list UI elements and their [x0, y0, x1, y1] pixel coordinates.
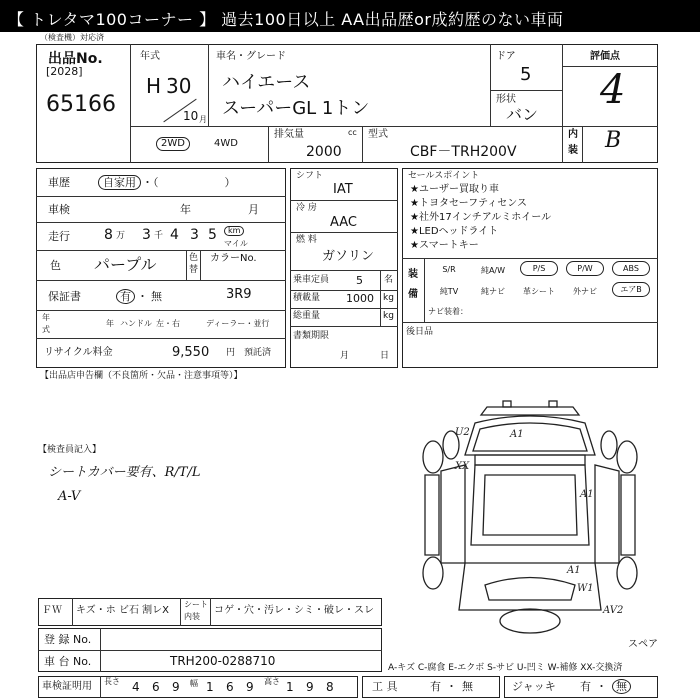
model-name: ハイエース [222, 72, 311, 93]
inspector-note-2: A-V [58, 489, 81, 504]
seller-notes-label: 【出品店申告欄（不良箇所・欠品・注意事項等）】 [40, 371, 243, 381]
warranty-label: 保証書 [48, 290, 81, 303]
equip-sr: S/R [442, 265, 456, 274]
dims-hei-label: 高さ [264, 677, 280, 686]
dims-len-2: 6 [152, 680, 160, 694]
shape-label: 形状 [496, 94, 516, 105]
rating-label: 評価点 [590, 51, 620, 62]
color-label: 色 [50, 259, 61, 272]
displacement-label: 排気量 [274, 129, 304, 140]
weight-unit: kg [383, 311, 394, 321]
spare-label: スペア [628, 639, 658, 650]
mileage-d2: 3 [142, 227, 151, 243]
drive-4wd: 4WD [214, 138, 238, 149]
inspection-year-unit: 年 [180, 203, 191, 216]
interior-label-2: 装 [568, 145, 578, 156]
dims-wid-2: 6 [226, 680, 234, 694]
mileage-u1: 万 [116, 231, 126, 241]
interior-value: B [605, 128, 622, 153]
equip-tv: 純TV [439, 287, 459, 296]
load-value: 1000 [346, 292, 374, 305]
tools-sep: ・ [446, 680, 457, 693]
year-month: 10 [183, 109, 199, 123]
chassis-label: 車 台 No. [44, 655, 92, 668]
capacity-unit: 名 [384, 275, 394, 285]
displacement-value: 2000 [306, 144, 342, 160]
recycle-label: リサイクル料金 [44, 347, 113, 358]
color-change-label-1: 色 [189, 253, 199, 263]
recycle-value: 9,550 [172, 345, 210, 360]
sales-point-2: ★トヨタセーフティセンス [410, 198, 527, 209]
sales-point-4: ★LEDヘッドライト [410, 226, 499, 237]
jack-no: 無 [612, 679, 631, 694]
dims-hei-2: 9 [306, 680, 314, 694]
inspector-label: 【検査員記入】 [38, 445, 102, 455]
sales-points-label: セールスポイント [408, 171, 480, 181]
docs-deadline-month: 月 [340, 351, 350, 361]
misc-dealer: ディーラー・並行 [206, 319, 270, 328]
history-value: 自家用 [98, 175, 141, 190]
fw-label: ＦＷ [42, 605, 62, 616]
ac-value: AAC [330, 215, 357, 230]
load-unit: kg [383, 293, 394, 303]
top-note: （検査機）対応済 [40, 33, 104, 42]
equip-ps: P/S [520, 261, 558, 276]
drive-2wd: 2WD [156, 137, 190, 151]
diagram-mark-av2: AV2 [603, 605, 624, 616]
misc-handle: ハンドル [120, 319, 152, 328]
ac-label: 冷 房 [296, 203, 317, 213]
dims-len-label: 長さ [104, 677, 120, 686]
damage-legend: A-キズ C-腐食 E-エクボ S-サビ U-凹ミ W-補修 XX-交換済 [388, 663, 623, 673]
color-value: パープル [94, 255, 157, 274]
tools-label: 工 具 [372, 680, 398, 693]
mileage-unit-km: km [224, 226, 244, 236]
load-label: 積載量 [293, 293, 321, 303]
mileage-u2: 千 [154, 231, 164, 241]
fuel-value: ガソリン [322, 249, 375, 264]
dims-len-3: 9 [172, 680, 180, 694]
mileage-d3: 4 [170, 227, 179, 243]
registration-label: 登 録 No. [44, 633, 92, 646]
inspection-label: 車検 [48, 203, 70, 216]
docs-deadline-label: 書類期限 [293, 331, 330, 341]
shape-value: バン [506, 105, 539, 124]
fw-seat-items: コゲ・穴・汚レ・シミ・破レ・スレ [214, 605, 374, 616]
jack-label: ジャッキ [512, 680, 556, 693]
mileage-d1: 8 [104, 227, 113, 243]
year-label: 年式 [140, 51, 160, 62]
capacity-value: 5 [356, 274, 363, 287]
type-value: CBF－TRH200V [410, 144, 517, 160]
mileage-unit-mile: マイル [224, 239, 248, 248]
misc-label-1: 年 [42, 313, 50, 322]
warranty-sep: ・ [137, 290, 148, 303]
door-value: 5 [520, 64, 532, 85]
recycle-status: 預託済 [244, 348, 272, 358]
equip-abs: ABS [612, 261, 650, 276]
equip-ext-navi: 外ナビ [573, 287, 597, 296]
mileage-d4: 3 [190, 227, 199, 243]
diagram-mark-a1-side: A1 [580, 489, 594, 500]
dims-wid-label: 幅 [190, 679, 198, 688]
warranty-no: 無 [151, 290, 162, 303]
year-era: H [146, 74, 162, 98]
fw-seat-label-1: シート [184, 600, 208, 609]
dims-hei-3: 8 [326, 680, 334, 694]
color-code: 3R9 [226, 287, 252, 302]
dims-hei-1: 1 [286, 680, 294, 694]
lot-number: 65166 [46, 92, 116, 117]
dims-len-1: 4 [132, 680, 140, 694]
year-month-unit: 月 [199, 115, 207, 124]
misc-year: 年 [106, 319, 114, 328]
color-code-label: カラーNo. [210, 253, 257, 264]
equip-navi: 純ナビ [481, 287, 505, 296]
lot-label: 出品No. [48, 51, 103, 67]
equip-airbag: エアB [612, 282, 650, 297]
inspector-note-1: シートカバー要有、R/T/L [48, 465, 201, 480]
equip-pw: P/W [566, 261, 604, 276]
shift-value: IAT [333, 182, 353, 197]
jack-sep: ・ [596, 680, 607, 693]
mileage-d5: 5 [208, 227, 217, 243]
shift-label: シフト [296, 171, 324, 181]
diagram-mark-a1-bottom: A1 [567, 565, 581, 576]
tools-no: 無 [462, 680, 473, 693]
misc-left-right: 左・右 [156, 319, 180, 328]
equipment-label-2: 備 [408, 289, 418, 300]
chassis-value: TRH200-0288710 [170, 654, 276, 668]
after-date-label: 後日品 [406, 327, 434, 337]
displacement-unit: cc [348, 128, 357, 137]
warranty-yes: 有 [116, 289, 135, 304]
fuel-label: 燃 料 [296, 235, 317, 245]
lot-bracket: [2028] [46, 65, 83, 78]
equip-navi-install: ナビ装着： [428, 307, 468, 316]
recycle-unit: 円 [226, 348, 236, 358]
car-damage-diagram [405, 395, 655, 640]
dims-label: 車検証明用 [42, 681, 92, 692]
diagram-mark-xx: XX [455, 461, 470, 472]
model-label: 車名・グレード [216, 51, 286, 62]
equip-leather: 革シート [523, 287, 555, 296]
capacity-label: 乗車定員 [293, 275, 330, 285]
docs-deadline-day: 日 [380, 351, 390, 361]
equipment-label-1: 装 [408, 269, 418, 280]
jack-yes: 有 [580, 680, 591, 693]
history-label: 車歴 [48, 176, 70, 189]
interior-label-1: 内 [568, 129, 578, 140]
mileage-label: 走行 [48, 230, 70, 243]
sales-point-3: ★社外17インチアルミホイール [410, 212, 552, 223]
dims-wid-3: 9 [246, 680, 254, 694]
header-banner [0, 0, 700, 32]
diagram-mark-u2: U2 [455, 427, 470, 438]
fw-seat-label-2: 内装 [184, 612, 200, 621]
sales-point-1: ★ユーザー買取り車 [410, 184, 499, 195]
tools-yes: 有 [430, 680, 441, 693]
history-tail: ・（ ） [142, 176, 236, 189]
sales-point-5: ★スマートキー [410, 240, 479, 251]
misc-label-2: 式 [42, 325, 50, 334]
door-label: ドア [496, 51, 516, 62]
model-grade: スーパーGL 1トン [222, 98, 370, 119]
diagram-mark-a1-top: A1 [510, 429, 524, 440]
header-title: 【 トレタマ100コーナー 】 過去100日以上 AA出品歴or成約歴のない車両 [8, 10, 564, 29]
color-change-label-2: 替 [189, 265, 199, 275]
type-label: 型式 [368, 129, 388, 140]
year-value: 30 [166, 74, 192, 98]
dims-wid-1: 1 [206, 680, 214, 694]
equip-aw: 純A/W [480, 266, 506, 275]
fw-items: キズ・ホ ビ石 割レX [76, 605, 170, 616]
rating-value: 4 [600, 67, 626, 113]
diagram-mark-w1: W1 [577, 583, 594, 594]
weight-label: 総重量 [293, 311, 321, 321]
inspection-month-unit: 月 [248, 203, 259, 216]
